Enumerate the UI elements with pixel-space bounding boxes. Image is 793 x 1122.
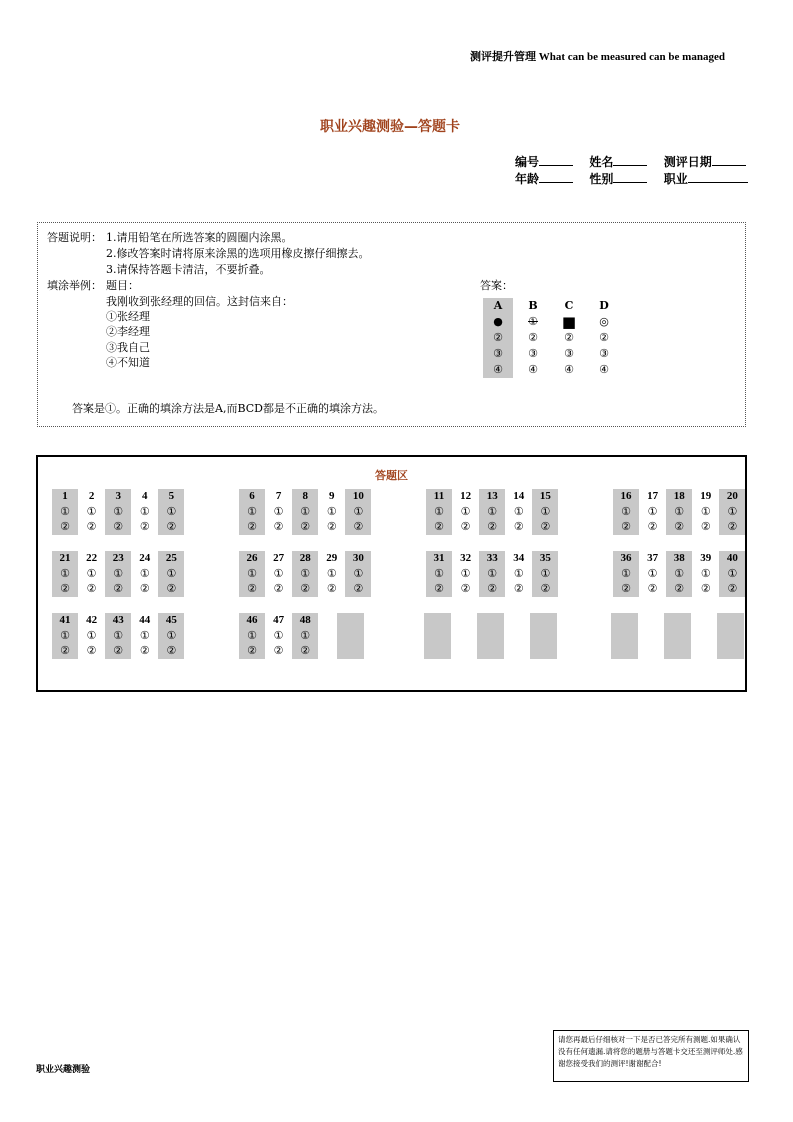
- option-2-bubble[interactable]: ②: [513, 582, 524, 595]
- option-1-bubble[interactable]: ①: [247, 567, 257, 580]
- option-1-bubble[interactable]: ①: [727, 567, 738, 580]
- option-2-bubble[interactable]: ②: [727, 520, 738, 533]
- question-number: 36: [620, 552, 632, 564]
- option-1-bubble[interactable]: ①: [86, 629, 97, 642]
- option-1-bubble[interactable]: ①: [113, 567, 124, 580]
- option-1-bubble[interactable]: ①: [647, 505, 658, 518]
- job-field[interactable]: [688, 171, 748, 183]
- option-2-bubble[interactable]: ②: [86, 520, 97, 533]
- option-1-bubble[interactable]: ①: [353, 567, 364, 580]
- example-mark: ③: [564, 347, 574, 360]
- question-item: [532, 551, 558, 597]
- instructions-box: [37, 222, 746, 427]
- option-2-bubble[interactable]: ②: [139, 520, 150, 533]
- question-item: [640, 551, 666, 597]
- example-mark: ②: [493, 331, 503, 344]
- option-1-bubble[interactable]: ①: [166, 629, 177, 642]
- example-mark: ③: [528, 347, 538, 360]
- number-label: 编号: [515, 155, 540, 169]
- option-1-bubble[interactable]: ①: [139, 505, 150, 518]
- option-2-bubble[interactable]: ②: [247, 644, 257, 657]
- info-row-2: [515, 170, 748, 187]
- question-number: 6: [249, 490, 255, 502]
- option-1-bubble[interactable]: ①: [300, 505, 311, 518]
- option-2-bubble[interactable]: ②: [273, 582, 284, 595]
- example-mark: ●: [493, 315, 503, 328]
- question-item: [693, 551, 719, 597]
- question-item: [345, 489, 371, 535]
- option-2-bubble[interactable]: ②: [139, 644, 150, 657]
- option-1-bubble[interactable]: ①: [727, 505, 738, 518]
- question-item: [292, 613, 318, 659]
- question-item: [158, 613, 184, 659]
- option-2-bubble[interactable]: ②: [273, 520, 284, 533]
- question-number: 11: [433, 490, 445, 502]
- question-item: [613, 551, 639, 597]
- question-number: 13: [486, 490, 498, 502]
- option-2-bubble[interactable]: ②: [60, 644, 70, 657]
- option-1-bubble[interactable]: ①: [273, 567, 284, 580]
- option-2-bubble[interactable]: ②: [434, 582, 444, 595]
- option-1-bubble[interactable]: ①: [139, 567, 150, 580]
- empty-answer-cell: [717, 613, 744, 659]
- info-row-1: [515, 153, 746, 170]
- option-1-bubble[interactable]: ①: [647, 567, 658, 580]
- example-label: 填涂举例：: [47, 279, 102, 292]
- question-item: [666, 489, 692, 535]
- question-item: [105, 489, 131, 535]
- question-number: 46: [246, 614, 258, 626]
- question-number: 20: [726, 490, 738, 502]
- example-column-d: [589, 298, 619, 378]
- option-2-bubble[interactable]: ②: [60, 520, 70, 533]
- option-2-bubble[interactable]: ②: [326, 520, 337, 533]
- option-2-bubble[interactable]: ②: [113, 582, 124, 595]
- age-label: 年龄: [515, 172, 540, 186]
- option-1-bubble[interactable]: ①: [60, 629, 70, 642]
- instruction-line: 2.修改答案时请将原来涂黑的选项用橡皮擦仔细擦去。: [106, 247, 370, 260]
- example-mark: ④: [528, 363, 538, 376]
- question-number: 43: [112, 614, 124, 626]
- question-item: [239, 613, 265, 659]
- option-1-bubble[interactable]: ①: [326, 567, 337, 580]
- question-label: 题目：: [106, 279, 139, 292]
- option-2-bubble[interactable]: ②: [300, 582, 311, 595]
- question-number: 14: [513, 490, 525, 502]
- example-column-b: [518, 298, 548, 378]
- question-number: 18: [673, 490, 685, 502]
- age-field[interactable]: [539, 171, 573, 183]
- question-number: 10: [352, 490, 364, 502]
- option-2-bubble[interactable]: ②: [647, 520, 658, 533]
- option-2-bubble[interactable]: ②: [113, 644, 124, 657]
- question-item: [52, 489, 78, 535]
- question-item: [640, 489, 666, 535]
- example-mark: ④: [493, 363, 503, 376]
- date-field[interactable]: [712, 154, 746, 166]
- question-number: 31: [433, 552, 445, 564]
- question-item: [506, 489, 532, 535]
- choice-item: ③我自己: [106, 341, 150, 354]
- option-2-bubble[interactable]: ②: [674, 520, 685, 533]
- option-1-bubble[interactable]: ①: [674, 567, 685, 580]
- option-1-bubble[interactable]: ①: [300, 629, 311, 642]
- question-number: 29: [326, 552, 338, 564]
- question-item: [52, 613, 78, 659]
- option-1-bubble[interactable]: ①: [487, 567, 498, 580]
- option-1-bubble[interactable]: ①: [166, 567, 177, 580]
- option-2-bubble[interactable]: ②: [326, 582, 337, 595]
- example-mark: ■: [561, 313, 577, 331]
- question-item: [79, 551, 105, 597]
- option-2-bubble[interactable]: ②: [273, 644, 284, 657]
- choice-item: ①张经理: [106, 310, 150, 323]
- question-number: 47: [273, 614, 285, 626]
- question-number: 44: [139, 614, 151, 626]
- example-mark: ③: [493, 347, 503, 360]
- example-mark: ④: [599, 363, 609, 376]
- option-1-bubble[interactable]: ①: [621, 505, 631, 518]
- question-item: [158, 551, 184, 597]
- header-tagline: 测评提升管理 What can be measured can be managed: [470, 51, 725, 63]
- example-mark: ②: [564, 331, 574, 344]
- option-2-bubble[interactable]: ②: [166, 520, 177, 533]
- answer-label: 答案：: [480, 279, 513, 292]
- question-item: [319, 489, 345, 535]
- option-2-bubble[interactable]: ②: [700, 520, 711, 533]
- question-number: 42: [86, 614, 98, 626]
- question-item: [345, 551, 371, 597]
- question-item: [532, 489, 558, 535]
- question-number: 21: [59, 552, 71, 564]
- question-item: [158, 489, 184, 535]
- date-label: 测评日期: [663, 155, 712, 169]
- example-mark: ②: [528, 331, 538, 344]
- instruction-line: 3.请保持答题卡清洁，不要折叠。: [106, 263, 271, 276]
- option-2-bubble[interactable]: ②: [86, 644, 97, 657]
- question-item: [453, 489, 479, 535]
- option-1-bubble[interactable]: ①: [326, 505, 337, 518]
- option-1-bubble[interactable]: ①: [434, 567, 444, 580]
- option-1-bubble[interactable]: ①: [487, 505, 498, 518]
- question-number: 33: [486, 552, 498, 564]
- question-text: 我刚收到张经理的回信。这封信来自：: [106, 295, 293, 308]
- option-1-bubble[interactable]: ①: [273, 505, 284, 518]
- question-item: [79, 613, 105, 659]
- example-mark: ④: [564, 363, 574, 376]
- question-number: 22: [86, 552, 98, 564]
- question-number: 1: [62, 490, 68, 502]
- question-item: [319, 551, 345, 597]
- example-mark: ①: [528, 315, 538, 328]
- question-number: 38: [673, 552, 685, 564]
- answer-area: [36, 455, 747, 692]
- empty-answer-cell: [477, 613, 504, 659]
- question-number: 40: [726, 552, 738, 564]
- question-item: [266, 551, 292, 597]
- question-item: [666, 551, 692, 597]
- empty-answer-cell: [424, 613, 451, 659]
- page-title: 职业兴趣测验—答题卡: [320, 119, 460, 135]
- option-2-bubble[interactable]: ②: [621, 582, 631, 595]
- option-2-bubble[interactable]: ②: [647, 582, 658, 595]
- question-item: [132, 613, 158, 659]
- option-2-bubble[interactable]: ②: [700, 582, 711, 595]
- question-number: 48: [299, 614, 311, 626]
- number-field[interactable]: [539, 154, 573, 166]
- question-item: [506, 551, 532, 597]
- question-number: 15: [539, 490, 551, 502]
- example-mark: ③: [599, 347, 609, 360]
- option-2-bubble[interactable]: ②: [353, 582, 364, 595]
- question-item: [239, 489, 265, 535]
- example-conclusion: 答案是①。正确的填涂方法是A,而BCD都是不正确的填涂方法。: [72, 402, 384, 415]
- option-2-bubble[interactable]: ②: [621, 520, 631, 533]
- option-1-bubble[interactable]: ①: [513, 567, 524, 580]
- question-item: [479, 489, 505, 535]
- option-2-bubble[interactable]: ②: [353, 520, 364, 533]
- question-number: 8: [302, 490, 308, 502]
- option-1-bubble[interactable]: ①: [60, 505, 70, 518]
- footer-note: 请您再最后仔细核对一下是否已答完所有测题.如果确认没有任何遗漏.请将您的题册与答题卡交还至测评师处.感谢您接受我们的测评!谢谢配合!: [553, 1030, 749, 1082]
- question-number: 34: [513, 552, 525, 564]
- option-2-bubble[interactable]: ②: [166, 582, 177, 595]
- example-letter: C: [564, 299, 574, 312]
- question-number: 5: [168, 490, 175, 502]
- name-field[interactable]: [613, 154, 647, 166]
- question-number: 39: [700, 552, 712, 564]
- option-1-bubble[interactable]: ①: [113, 505, 124, 518]
- option-2-bubble[interactable]: ②: [86, 582, 97, 595]
- option-1-bubble[interactable]: ①: [86, 567, 97, 580]
- question-item: [693, 489, 719, 535]
- question-item: [613, 489, 639, 535]
- question-item: [266, 489, 292, 535]
- question-number: 4: [142, 490, 148, 502]
- empty-answer-cell: [337, 613, 364, 659]
- example-column-a: [483, 298, 513, 378]
- option-1-bubble[interactable]: ①: [540, 505, 551, 518]
- question-item: [719, 489, 745, 535]
- empty-answer-cell: [664, 613, 691, 659]
- option-1-bubble[interactable]: ①: [166, 505, 177, 518]
- example-letter: B: [528, 299, 538, 312]
- question-item: [426, 551, 452, 597]
- option-1-bubble[interactable]: ①: [273, 629, 284, 642]
- option-1-bubble[interactable]: ①: [700, 567, 711, 580]
- option-1-bubble[interactable]: ①: [300, 567, 311, 580]
- option-2-bubble[interactable]: ②: [166, 644, 177, 657]
- question-number: 16: [620, 490, 632, 502]
- question-number: 35: [539, 552, 551, 564]
- example-letter: D: [599, 299, 609, 312]
- gender-field[interactable]: [613, 171, 647, 183]
- question-number: 30: [352, 552, 364, 564]
- question-item: [105, 551, 131, 597]
- question-item: [132, 551, 158, 597]
- option-2-bubble[interactable]: ②: [300, 520, 311, 533]
- option-2-bubble[interactable]: ②: [247, 582, 257, 595]
- option-2-bubble[interactable]: ②: [727, 582, 738, 595]
- footer-title: 职业兴趣测验: [36, 1065, 91, 1075]
- option-1-bubble[interactable]: ①: [621, 567, 631, 580]
- question-number: 2: [88, 490, 95, 502]
- question-item: [132, 489, 158, 535]
- option-1-bubble[interactable]: ①: [60, 567, 70, 580]
- option-2-bubble[interactable]: ②: [540, 582, 551, 595]
- choice-item: ④不知道: [106, 356, 150, 369]
- option-2-bubble[interactable]: ②: [300, 644, 311, 657]
- question-item: [266, 613, 292, 659]
- option-1-bubble[interactable]: ①: [139, 629, 150, 642]
- question-item: [479, 551, 505, 597]
- option-2-bubble[interactable]: ②: [60, 582, 70, 595]
- option-1-bubble[interactable]: ①: [247, 629, 257, 642]
- question-item: [292, 551, 318, 597]
- option-2-bubble[interactable]: ②: [460, 582, 471, 595]
- option-2-bubble[interactable]: ②: [487, 520, 498, 533]
- option-2-bubble[interactable]: ②: [513, 520, 524, 533]
- question-number: 19: [700, 490, 712, 502]
- question-number: 25: [165, 552, 177, 564]
- question-item: [105, 613, 131, 659]
- choice-item: ②李经理: [106, 325, 150, 338]
- option-1-bubble[interactable]: ①: [460, 505, 471, 518]
- question-number: 17: [647, 490, 659, 502]
- question-number: 45: [165, 614, 177, 626]
- option-1-bubble[interactable]: ①: [247, 505, 257, 518]
- option-1-bubble[interactable]: ①: [86, 505, 97, 518]
- option-2-bubble[interactable]: ②: [540, 520, 551, 533]
- empty-answer-cell: [611, 613, 638, 659]
- name-label: 姓名: [589, 155, 614, 169]
- answer-area-title: 答题区: [375, 469, 408, 482]
- question-number: 12: [460, 490, 472, 502]
- option-2-bubble[interactable]: ②: [434, 520, 444, 533]
- question-number: 27: [273, 552, 285, 564]
- example-column-c: [554, 298, 584, 378]
- question-item: [719, 551, 745, 597]
- question-number: 7: [275, 490, 282, 502]
- option-2-bubble[interactable]: ②: [247, 520, 257, 533]
- question-number: 32: [460, 552, 472, 564]
- instructions-label: 答题说明：: [47, 231, 102, 244]
- option-1-bubble[interactable]: ①: [434, 505, 444, 518]
- option-1-bubble[interactable]: ①: [540, 567, 551, 580]
- question-item: [453, 551, 479, 597]
- question-number: 37: [647, 552, 659, 564]
- gender-label: 性别: [589, 172, 614, 186]
- option-2-bubble[interactable]: ②: [460, 520, 471, 533]
- question-item: [79, 489, 105, 535]
- empty-answer-cell: [530, 613, 557, 659]
- example-mark: ②: [599, 331, 609, 344]
- option-1-bubble[interactable]: ①: [113, 629, 124, 642]
- question-item: [292, 489, 318, 535]
- example-mark: ◎: [599, 315, 609, 328]
- instruction-line: 1.请用铅笔在所选答案的圆圈内涂黑。: [106, 231, 293, 244]
- question-number: 23: [112, 552, 124, 564]
- question-item: [52, 551, 78, 597]
- option-1-bubble[interactable]: ①: [353, 505, 364, 518]
- question-number: 41: [59, 614, 71, 626]
- option-2-bubble[interactable]: ②: [139, 582, 150, 595]
- option-2-bubble[interactable]: ②: [113, 520, 124, 533]
- option-2-bubble[interactable]: ②: [487, 582, 498, 595]
- question-item: [426, 489, 452, 535]
- option-1-bubble[interactable]: ①: [460, 567, 471, 580]
- question-number: 28: [299, 552, 311, 564]
- question-number: 24: [139, 552, 151, 564]
- question-number: 26: [246, 552, 258, 564]
- question-number: 3: [115, 490, 121, 502]
- job-label: 职业: [663, 172, 688, 186]
- example-letter: A: [493, 299, 503, 312]
- question-number: 9: [329, 490, 335, 502]
- option-1-bubble[interactable]: ①: [700, 505, 711, 518]
- option-2-bubble[interactable]: ②: [674, 582, 685, 595]
- option-1-bubble[interactable]: ①: [674, 505, 685, 518]
- question-item: [239, 551, 265, 597]
- option-1-bubble[interactable]: ①: [513, 505, 524, 518]
